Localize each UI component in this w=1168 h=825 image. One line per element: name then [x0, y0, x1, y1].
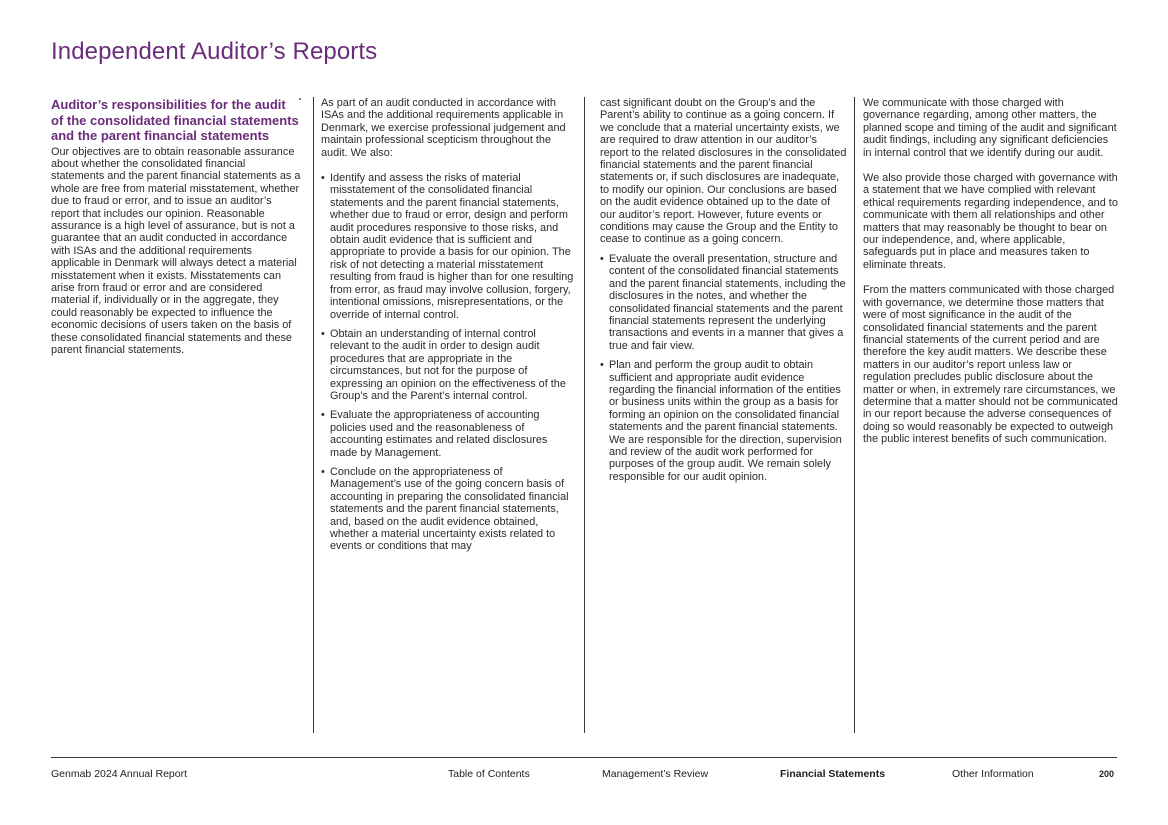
column-communication: [863, 97, 1119, 459]
column-divider: [313, 97, 314, 733]
list-item: [600, 359, 848, 483]
column-divider: [854, 97, 855, 733]
bullet-icon: •: [321, 409, 325, 422]
decorative-dot: [299, 98, 301, 100]
footer-report-name: Genmab 2024 Annual Report: [51, 768, 188, 780]
objectives-paragraph: Our objectives are to obtain reasonable assurance about whether the consolidated financial statements and the parent financial statements as a whole are free from material misstatement, whether due to fraud or error, and to issue an auditor’s report that includes our opinion. Reasonable assurance is a high level of assurance, but is not a guarantee that an audit conducted in accordance with ISAs and the additional requirements applicable in Denmark will always detect a material misstatement when it exists. Misstatements can arise from fraud or error and are considered material if, individually or in the aggregate, they could reasonably be expected to influence the economic decisions of users taken on the basis of these consolidated financial statements and these parent financial statements.: [51, 145, 301, 356]
list-item-text: Plan and perform the group audit to obtain sufficient and appropriate audit evidence regarding the financial information of the entities or business units within the group as a basis for forming an opinion on the consolidated financial statements and the parent financial statements. We are responsible for the direction, supervision and review of the audit work performed for purposes of the group audit. We remain solely responsible for our audit opinion.: [609, 359, 842, 483]
footer-link-other-information[interactable]: Other Information: [952, 768, 1034, 780]
procedures-list: [321, 172, 575, 553]
footer-link-table-of-contents[interactable]: Table of Contents: [448, 768, 530, 780]
bullet-icon: •: [321, 327, 325, 340]
column-objectives: [51, 97, 301, 369]
list-item-text: Identify and assess the risks of material misstatement of the consolidated financial statements and the parent financial statements, whether due to fraud or error, design and perform audit procedures responsive to those risks, and obtain audit evidence that is sufficient and appropriate to provide a basis for our opinion. The risk of not detecting a material misstatement resulting from fraud is higher than for one resulting from error, as fraud may involve collusion, forgery, intentional omissions, misrepresentations, or the override of internal control.: [330, 172, 574, 321]
continuation-text: cast significant doubt on the Group’s and the Parent’s ability to continue as a going concern. If we conclude that a material uncertainty exists, we are required to draw attention in our auditor’s report to the related disclosures in the consolidated financial statements and the parent financial statements or, if such disclosures are inadequate, to modify our opinion. Our conclusions are based on the audit evidence obtained up to the date of our auditor’s report. However, future events or conditions may cause the Group and the Entity to cease to continue as a going concern.: [600, 97, 847, 246]
footer-link-financial-statements[interactable]: Financial Statements: [780, 768, 886, 780]
key-audit-matters-paragraph: From the matters communicated with those charged with governance, we determine those matters that were of most significance in the audit of the consolidated financial statements and the parent financial statements of the current period and are therefore the key audit matters. We describe these matters in our auditor’s report unless law or regulation precludes public disclosure about the matter or when, in extremely rare circumstances, we determine that a matter should not be communicated in our report because the adverse consequences of doing so would reasonably be expected to outweigh the public interest benefits of such communication.: [863, 284, 1118, 446]
list-item-text: Evaluate the appropriateness of accounting policies used and the reasonableness of accounting estimates and related disclosures made by Management.: [330, 409, 548, 459]
list-item: [321, 466, 575, 553]
evaluation-list: [600, 253, 848, 483]
page-title: Independent Auditor’s Reports: [51, 38, 378, 65]
list-item-text: Evaluate the overall presentation, structure and content of the consolidated financial statements and the parent financial statements, including the disclosures in the notes, and whether the consolidated financial statements and the parent financial statements represent the underlying transactions and events in a manner that gives a true and fair view.: [609, 252, 846, 352]
list-item-text: Conclude on the appropriateness of Management’s use of the going concern basis of accounting in preparing the consolidated financial statements and the parent financial statements, and, based on the audit evidence obtained, whether a material uncertainty exists related to events or conditions that may: [330, 465, 569, 553]
intro-paragraph: As part of an audit conducted in accordance with ISAs and the additional requirements applicable in Denmark, we exercise professional judgement and maintain professional scepticism throughout the audit. We also:: [321, 97, 566, 159]
list-item-text: Obtain an understanding of internal control relevant to the audit in order to design audit procedures that are appropriate in the circumstances, but not for the purpose of expressing an opinion on the effectiveness of the Group’s and the Parent’s internal control.: [330, 327, 566, 402]
bullet-icon: •: [600, 252, 604, 265]
list-item: [321, 328, 575, 402]
column-going-concern: [600, 97, 848, 490]
continuation-paragraph: [600, 97, 848, 246]
footer-divider: [51, 757, 1117, 758]
footer-link-managements-review[interactable]: Management’s Review: [602, 768, 709, 780]
page-number: 200: [1099, 769, 1115, 779]
list-item: [321, 172, 575, 321]
independence-paragraph: We also provide those charged with governance with a statement that we have complied with relevant ethical requirements regarding independence, and to communicate with them all relationships and other matters that may reasonably be thought to bear on our independence, and, where applicable, safeguards put in place and measures taken to eliminate threats.: [863, 172, 1118, 271]
communication-paragraph: We communicate with those charged with governance regarding, among other matters, the planned scope and timing of the audit and significant audit findings, including any significant deficiencies in internal control that we identify during our audit.: [863, 97, 1117, 159]
list-item: [321, 409, 575, 459]
bullet-icon: •: [600, 359, 604, 372]
column-divider: [584, 97, 585, 733]
bullet-icon: •: [321, 172, 325, 185]
bullet-icon: •: [321, 465, 325, 478]
list-item: [600, 253, 848, 352]
column-audit-procedures: [321, 97, 575, 560]
section-heading: Auditor’s responsibilities for the audit of the consolidated financial statements and the parent financial statements: [51, 97, 299, 143]
